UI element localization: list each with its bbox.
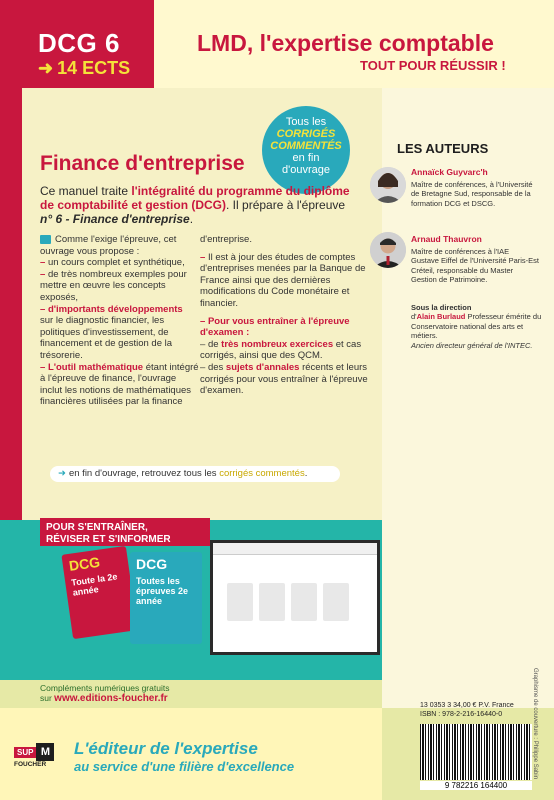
list-item: – d'importants développements sur le diagnostic financier, les politiques d'investissement, de financement et de gestion de la trésorerie. [40,303,183,361]
content-column-left [40,234,200,408]
author-description: Maître de conférences, à l'Université de Bretagne Sud, responsable de la formation DCG et DSCG. [411,180,533,208]
author-name: Arnaud Thauvron [411,234,482,244]
isbn-block: 13 0353 3 34,00 € P.V. France ISBN : 978-2-216-16440-0 [420,702,514,718]
book-title: Finance d'entreprise [40,152,245,175]
tagline: TOUT POUR RÉUSSIR ! [360,58,506,73]
author-photo [370,232,406,268]
digital-supplements: Compléments numériques gratuits sur www.editions-foucher.fr [40,683,170,704]
author-description: Maître de conférences à l'IAE Gustave Eiffel de l'Université Paris-Est Créteil, responsable du Master Gestion de Patrimoine. [411,247,540,285]
list-item: – Il est à jour des études de comptes d'entreprises menées par la Banque de France ainsi que des dernières modifications du Code monétaire et financier. [200,251,366,309]
intro-paragraph: Ce manuel traite l'intégralité du programme du diplôme de comptabilité et gestion (DCG). Il prépare à l'épreuve n° 6 - Finance d'entreprise. [40,184,350,226]
series-title: LMD, l'expertise comptable [197,30,494,56]
corriges-note: ➜ en fin d'ouvrage, retrouvez tous les corrigés commentés. [50,466,340,482]
direction-note: Sous la direction d'Alain Burlaud Professeur émérite du Conservatoire national des arts et métiers. Ancien directeur général de l'INTEC. [411,303,542,350]
list-item: – de très nombreux exemples pour mettre en œuvre les concepts exposés, [40,268,187,303]
col-lead: Comme l'exige l'épreuve, cet ouvrage vous propose : [40,234,177,257]
corriges-badge: Tous les CORRIGÉS COMMENTÉS en fin d'ouvrage [262,106,350,194]
browser-bar [213,543,377,555]
list-item: – un cours complet et synthétique, [40,257,185,269]
arrow-icon: ➜ [38,58,54,78]
list-item: – L'outil mathématique étant intégré à l'épreuve de finance, l'ouvrage inclut les notions de mathématiques financières utilisées par la finance [40,361,199,408]
website-tile [259,583,285,621]
barcode [420,724,532,780]
list-item: – Pour vous entraîner à l'épreuve d'examen : [200,315,350,339]
content-column-right: d'entreprise. – Il est à jour des études de comptes d'entreprises menées par la Banque de France ainsi que des dernières modifications du Code monétaire et financier. – Pour vous entraîner à l'épreuve d'examen : – de très nombreux exercices et cas corrigés, ainsi que des QCM. – des sujets d'annales récents et leurs corrigés pour vous entraîner à l'épreuve d'examen. [200,234,368,397]
publisher-logo: SUP M FOUCHER [14,742,62,784]
promo-book-cover: DCG Toutes les épreuves 2e année [130,552,202,644]
website-screenshot [210,540,380,655]
promo-heading: POUR S'ENTRAÎNER, RÉVISER ET S'INFORMER [40,518,210,546]
book-icon [40,235,51,244]
barcode-digits: 9 782216 164400 [420,781,532,790]
publisher-slogan: L'éditeur de l'expertise au service d'une filière d'excellence [74,739,295,774]
website-tile [291,583,317,621]
authors-heading: LES AUTEURS [397,141,489,156]
website-tile [227,583,253,621]
promo-book-cover: DCG Toute la 2e année [61,546,137,639]
arrow-icon: ➜ [58,468,66,479]
author-name: Annaïck Guyvarc'h [411,167,488,177]
brand-title: DCG 6 [38,28,120,58]
list-item: – des sujets d'annales récents et leurs corrigés pour vous entraîner à l'épreuve d'examen. [200,361,368,397]
list-item: – de très nombreux exercices et cas corrigés, ainsi que des QCM. [200,338,362,362]
website-link[interactable]: www.editions-foucher.fr [54,693,168,704]
ects-label: ➜ 14 ECTS [38,58,131,78]
author-photo [370,167,406,203]
website-tile [323,583,349,621]
cover-credit: Graphisme de couverture : Philippe Sabin [532,668,538,780]
